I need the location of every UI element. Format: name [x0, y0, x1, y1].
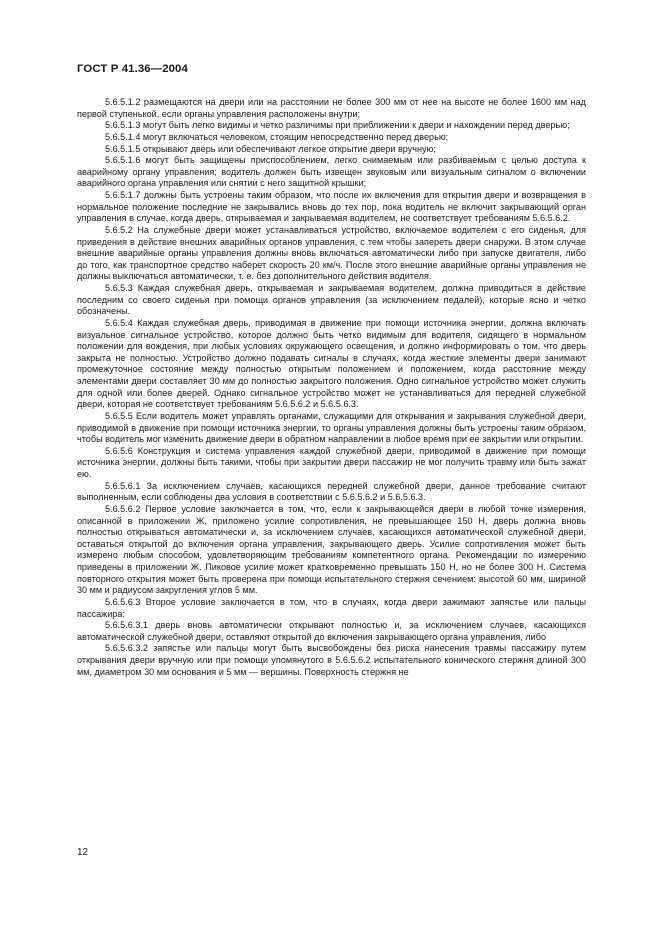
paragraph: 5.6.5.3 Каждая служебная дверь, открываемая и закрываемая водителем, должна приводиться в действие последним со своего сиденья при помощи органов управления (за исключением педалей), которые ясно и четко обозначены. — [77, 283, 586, 317]
paragraph: 5.6.5.1.6 могут быть защищены приспособлением, легко снимаемым или разбиваемым с целью доступа к аварийному органу управления; водитель должен быть извещен звуковым или визуальным сигналом о включении аварийного органа управления или снятии с него защитной крышки; — [77, 155, 586, 189]
paragraph: 5.6.5.6 Конструкция и система управления каждой служебной двери, приводимой в движение при помощи источника энергии, должны быть такими, чтобы при закрытии двери пассажир не мог получить травму или быть зажат ею. — [77, 445, 586, 479]
paragraph: 5.6.5.6.2 Первое условие заключается в том, что, если к закрывающейся двери в любой точке измерения, описанной в приложении Ж, приложено усилие сопротивления, не превышающее 150 Н, дверь должна вновь полностью открываться автоматически и, за исключением случаев, касающихся автоматической служебной двери, оставаться открытой до включения органа управления, закрывающего дверь. Усилие сопротивления может быть измерено любым способом, удовлетворяющим требованиям компетентного органа. Рекомендации по измерению приведены в приложении Ж. Пиковое усилие может кратковременно превышать 150 Н, но не более 300 Н. Система повторного открытия может быть проверена при помощи испытательного стержня сечением: высотой 60 мм, шириной 30 мм и радиусом закругления углов 5 мм. — [77, 503, 586, 596]
paragraph: 5.6.5.1.2 размещаются на двери или на расстоянии не более 300 мм от нее на высоте не более 1600 мм над первой ступенькой, если органы управления расположены внутри; — [77, 97, 586, 119]
paragraph: 5.6.5.1.3 могут быть легко видимы и четко различимы при приближении к двери и нахождении перед дверью; — [105, 120, 570, 131]
page-number: 12 — [77, 847, 89, 858]
paragraph: 5.6.5.1.4 могут включаться человеком, стоящим непосредственно перед дверью; — [105, 131, 449, 142]
paragraph: 5.6.5.2 На служебные двери может устанавливаться устройство, включаемое водителем с его сиденья, для приведения в действие внешних аварийных органов управления, с тем чтобы запереть двери снаружи. В этом случае внешние аварийные органы управления должны вновь включаться автоматически либо при запуске двигателя, либо до того, как транспортное средство наберет скорость 20 км/ч. После этого внешние аварийные органы управления не должны выключаться автоматически, т. е. без дополнительного действия водителя. — [77, 224, 586, 282]
paragraph: 5.6.5.1.7 должны быть устроены таким образом, что после их включения для открытия двери и возвращения в нормальное положение последние не закрывались вновь до тех пор, пока водитель не включит закрывающий орган управления в случае, когда дверь, открываемая и закрываемая водителем, не соответствует требованиям 5.6.5.6.2. — [77, 190, 586, 224]
paragraph: 5.6.5.1.5 открывают дверь или обеспечивают легкое открытие двери вручную; — [105, 143, 436, 154]
paragraph: 5.6.5.6.3.1 дверь вновь автоматически открывают полностью и, за исключением случаев, касающихся автоматической служебной двери, оставляют открытой до включения закрывающего органа управления, либо — [77, 620, 586, 642]
paragraph: 5.6.5.6.1 За исключением случаев, касающихся передней служебной двери, данное требование считают выполненным, если соблюдены два условия в соответствии с 5.6.5.6.2 и 5.6.5.6.3. — [77, 480, 586, 503]
document-body — [77, 97, 586, 678]
document-header: ГОСТ Р 41.36—2004 — [77, 63, 188, 75]
paragraph: 5.6.5.6.3 Второе условие заключается в том, что в случаях, когда двери зажимают запястье или пальцы пассажира: — [77, 596, 586, 619]
paragraph: 5.6.5.4 Каждая служебная дверь, приводимая в движение при помощи источника энергии, должна включать визуальное сигнальное устройство, которое должно быть четко видимым для водителя, сидящего в нормальном положении для вождения, при любых условиях окружающего освещения, и должно информировать о том, что дверь закрыта не полностью. Устройство должно подавать сигналы в случаях, когда жесткие элементы двери занимают промежуточное состояние между полностью открытым положением и положением, когда расстояние между элементами двери составляет 30 мм до полностью закрытого положения. Одно сигнальное устройство может служить для одной или более дверей. Однако сигнальное устройство может не устанавливаться для передней служебной двери, которая не соответствует требованиям 5.6.5.6.2 и 5.6.5.6.3. — [77, 317, 586, 410]
paragraph: 5.6.5.5 Если водитель может управлять органами, служащими для открывания и закрывания служебной двери, приводимой в движение при помощи источника энергии, то органы управления должны быть устроены таким образом, чтобы водитель мог изменить движение двери в обратном направлении в любое время при ее закрытии или открытии. — [77, 410, 586, 445]
paragraph: 5.6.5.6.3.2 запястье или пальцы могут быть высвобождены без риска нанесения травмы пассажиру путем открывания двери вручную или при помощи упомянутого в 5.6.5.6.2 испытательного конического стержня длиной 300 мм, диаметром 30 мм основания и 5 мм — вершины. Поверхность стержня не — [77, 643, 586, 677]
